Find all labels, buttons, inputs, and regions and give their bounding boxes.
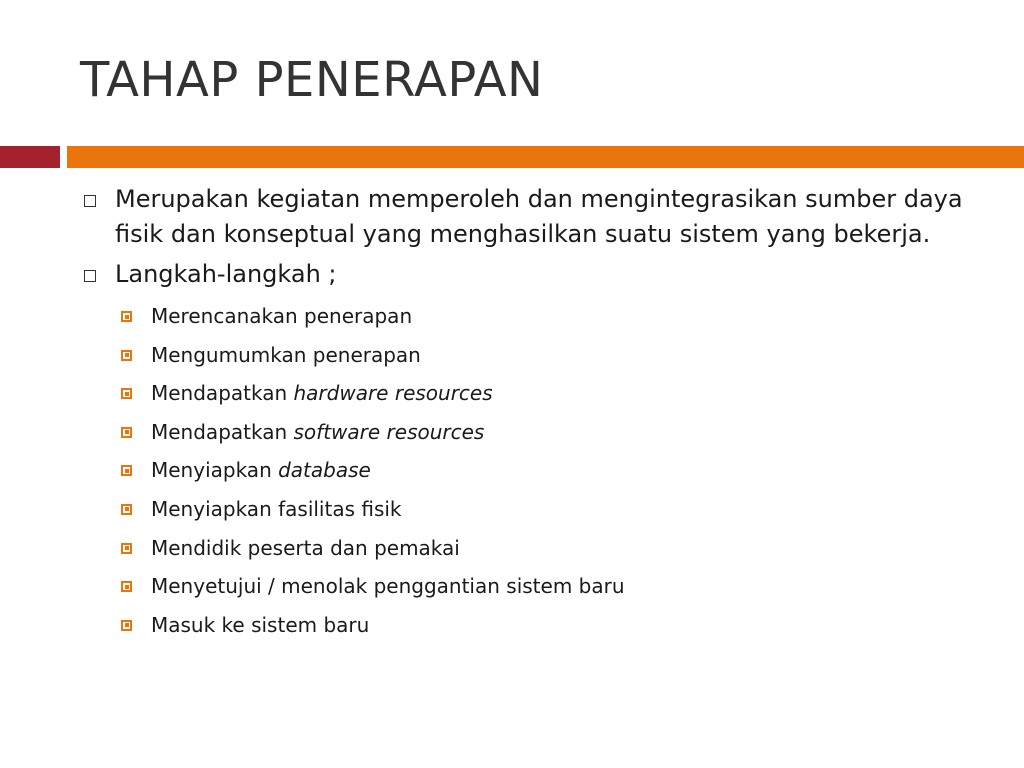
orange-square-bullet-icon [121, 543, 132, 554]
hollow-square-bullet-icon [84, 270, 96, 282]
orange-square-bullet-icon [121, 620, 132, 631]
bullet-item-steps [80, 257, 980, 292]
step-text: Mendidik peserta dan pemakai [151, 535, 460, 560]
bullet-text: Langkah-langkah ; [115, 260, 337, 288]
step-text-italic: database [278, 458, 371, 483]
step-item [117, 374, 980, 413]
orange-square-bullet-icon [121, 350, 132, 361]
orange-square-bullet-icon [121, 465, 132, 476]
step-text: Menyetujui / menolak penggantian sistem baru [151, 574, 625, 599]
bullet-item-definition [80, 182, 980, 252]
orange-square-bullet-icon [121, 388, 132, 399]
slide-title: TAHAP PENERAPAN [80, 52, 544, 108]
step-item [117, 451, 980, 490]
step-text: Menyiapkan fasilitas fisik [151, 496, 402, 521]
step-text: Merencanakan penerapan [151, 304, 413, 328]
step-item [117, 413, 980, 452]
step-item [117, 336, 980, 375]
orange-square-bullet-icon [121, 504, 132, 515]
steps-list [117, 297, 980, 644]
step-text: Mendapatkan [151, 419, 294, 444]
slide-content [80, 182, 980, 644]
bullet-text: Merupakan kegiatan memperoleh dan mengintegrasikan sumber daya fisik dan konseptual yang menghasilkan suatu sistem yang bekerja. [115, 185, 963, 248]
step-item [117, 567, 980, 606]
hollow-square-bullet-icon [84, 195, 96, 207]
step-text: Mendapatkan [151, 381, 294, 406]
orange-square-bullet-icon [121, 581, 132, 592]
step-item [117, 529, 980, 568]
orange-square-bullet-icon [121, 311, 132, 322]
step-item [117, 606, 980, 645]
step-text-italic: hardware resources [293, 381, 493, 406]
accent-bar-left [0, 146, 60, 168]
step-text-italic: software resources [293, 419, 485, 444]
step-text: Masuk ke sistem baru [151, 612, 370, 637]
step-text: Menyiapkan [151, 458, 279, 483]
accent-bar-main [67, 146, 1024, 168]
orange-square-bullet-icon [121, 427, 132, 438]
step-item [117, 490, 980, 529]
step-text: Mengumumkan penerapan [151, 342, 421, 367]
step-item [117, 297, 980, 336]
